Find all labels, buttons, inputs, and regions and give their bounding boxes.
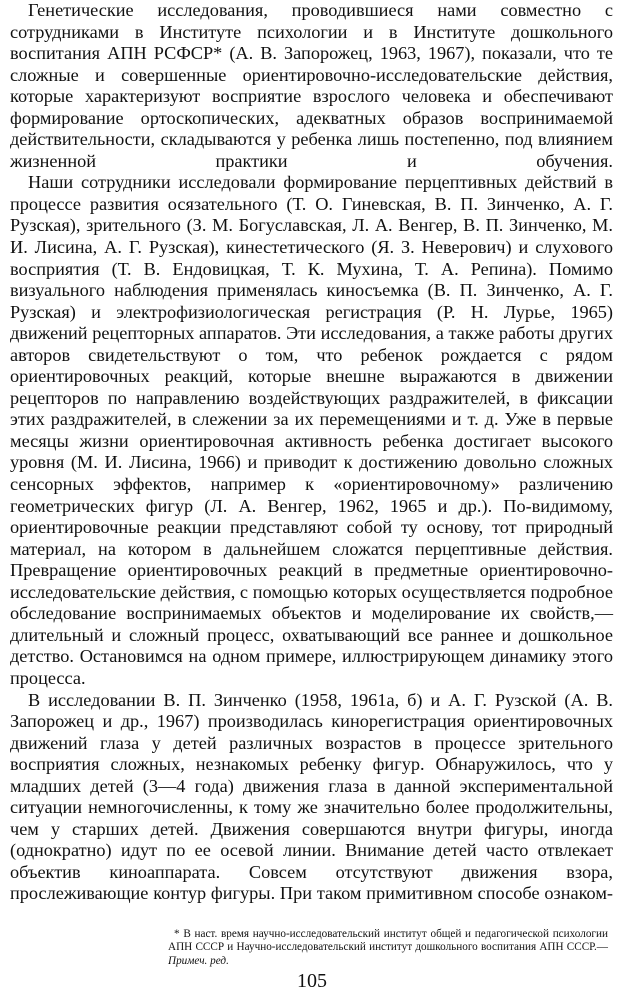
footnote-text-container	[168, 928, 608, 968]
page-number: 105	[297, 970, 327, 992]
paragraph-1: Генетические исследования, проводившиеся нами совместно с сотрудниками в Институте психологии и в Институте дошкольного воспитания АПН РСФСР* (А. В. Запорожец, 1963, 1967), показали, что те сложные и совершенные ориентировочно-исследовательские действия, которые характеризуют восприятие взрослого человека и обеспечивают формирование ортоскопических, адекватных образов воспринимаемой действительности, складываются у ребенка лишь постепенно, под влиянием жизненной практики и обучения.	[10, 0, 613, 171]
paragraph-3: В исследовании В. П. Зинченко (1958, 1961а, б) и А. Г. Рузской (А. В. Запорожец и др., 1967) производилась кинорегистрация ориентировочных движений глаза у детей различных возрастов в процессе зрительного восприятия сложных, незнакомых ребенку фигур. Обнаружилось, что у младших детей (3—4 года) движения глаза в данной экспериментальной ситуации немногочисленны, к тому же значительно более продолжительны, чем у старших детей. Движения совершаются внутри фигуры, иногда (однократно) идут по ее осевой линии. Внимание детей часто отвлекает объектив киноаппарата. Совсем отсутствуют движения взора, прослеживающие контур фигуры. При таком примитивном способе ознаком-	[10, 689, 613, 904]
footnote-text: * В наст. время научно-исследовательский институт общей и педагогической психологии АПН СССР и Научно-исследовательский институт дошкольного воспитания АПН СССР.—	[168, 928, 608, 954]
paragraph-2: Наши сотрудники исследовали формирование перцептивных действий в процессе развития осязательного (Т. О. Гиневская, В. П. Зинченко, А. Г. Рузская), зрительного (З. М. Богуславская, Л. А. Венгер, В. П. Зинченко, М. И. Лисина, А. Г. Рузская), кинестетического (Я. З. Неверович) и слухового восприятия (Т. В. Ендовицкая, Т. К. Мухина, Т. А. Репина). Помимо визуального наблюдения применялась киносъемка (В. П. Зинченко, А. Г. Рузская) и электрофизиологическая регистрация (Р. Н. Лурье, 1965) движений рецепторных аппаратов. Эти исследования, а также работы других авторов свидетельствуют о том, что ребенок рождается с рядом ориентировочных реакций, которые внешне выражаются в движении рецепторов по направлению воздействующих раздражителей, в фиксации этих раздражителей, в слежении за их перемещениями и т. д. Уже в первые месяцы жизни ориентировочная активность ребенка достигает высокого уровня (М. И. Лисина, 1966) и приводит к достижению довольно сложных сенсорных эффектов, например к «ориентировочному» различению геометрических фигур (Л. А. Венгер, 1962, 1965 и др.). По-видимому, ориентировочные реакции представляют собой ту основу, тот природный материал, на котором в дальнейшем сложатся перцептивные действия. Превращение ориентировочных реакций в предметные ориентировочно-исследовательские действия, с помощью которых осуществляется подробное обследование воспринимаемых объектов и моделирование их свойств,— длительный и сложный процесс, охватывающий все раннее и дошкольное детство. Остановимся на одном примере, иллюстрирующем динамику этого процесса.	[10, 172, 613, 688]
main-text	[10, 0, 613, 905]
footnote	[168, 928, 608, 968]
footnote-editor-note: Примеч. ред.	[168, 954, 229, 967]
